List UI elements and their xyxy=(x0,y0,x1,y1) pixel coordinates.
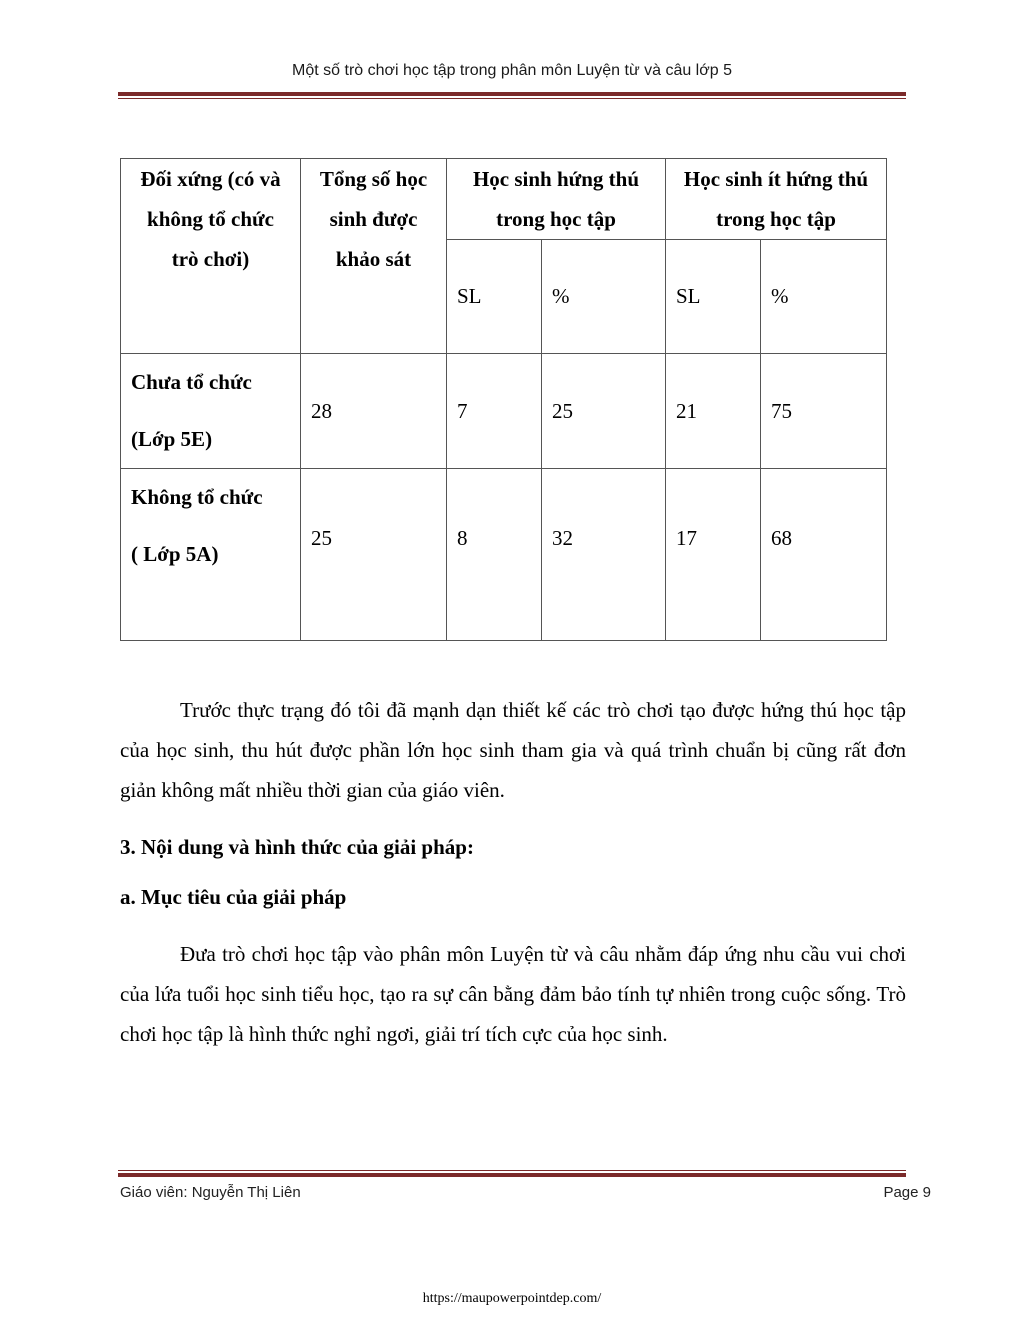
header-cell-less-interested: Học sinh ít hứng thú trong học tập xyxy=(666,159,887,240)
table-row xyxy=(121,469,887,641)
cell-pct-interested: 25 xyxy=(542,354,666,469)
row-label-line1: Chưa tổ chức xyxy=(131,370,252,394)
cell-sl-interested: 8 xyxy=(447,469,542,641)
cell-sl-less: 17 xyxy=(666,469,761,641)
cell-pct-less: 75 xyxy=(761,354,887,469)
row-label xyxy=(121,354,301,469)
header-cell-total: Tổng số học sinh được khảo sát xyxy=(301,159,447,354)
cell-pct-interested: 32 xyxy=(542,469,666,641)
subheader-sl-2: SL xyxy=(666,240,761,354)
row-label-line2: (Lớp 5E) xyxy=(131,427,213,451)
cell-sl-less: 21 xyxy=(666,354,761,469)
row-label xyxy=(121,469,301,641)
paragraph-objective: Đưa trò chơi học tập vào phân môn Luyện từ và câu nhằm đáp ứng nhu cầu vui chơi của lứa tuổi học sinh tiểu học, tạo ra sự cân bằng đảm bảo tính tự nhiên trong cuộc sống. Trò chơi học tập là hình thức nghỉ ngơi, giải trí tích cực của học sinh. xyxy=(120,942,906,1046)
table-header-row xyxy=(121,159,887,240)
table-row xyxy=(121,354,887,469)
footer-teacher: Giáo viên: Nguyễn Thị Liên xyxy=(120,1184,301,1201)
subheader-pct-1: % xyxy=(542,240,666,354)
header-rule xyxy=(118,92,906,99)
page-header-title: Một số trò chơi học tập trong phân môn Luyện từ và câu lớp 5 xyxy=(292,62,732,79)
footer-page-number: Page 9 xyxy=(883,1184,931,1201)
subheader-pct-2: % xyxy=(761,240,887,354)
cell-pct-less: 68 xyxy=(761,469,887,641)
subsection-heading: a. Mục tiêu của giải pháp xyxy=(120,885,347,909)
subheader-sl-1: SL xyxy=(447,240,542,354)
survey-table xyxy=(120,158,887,641)
section-heading: 3. Nội dung và hình thức của giải pháp: xyxy=(120,835,474,859)
paragraph-intro: Trước thực trạng đó tôi đã mạnh dạn thiết kế các trò chơi tạo được hứng thú học tập của học sinh, thu hút được phần lớn học sinh tham gia và quá trình chuẩn bị cũng rất đơn giản không mất nhiều thời gian của giáo viên. xyxy=(120,698,906,802)
header-cell-interested: Học sinh hứng thú trong học tập xyxy=(447,159,666,240)
cell-total: 28 xyxy=(301,354,447,469)
cell-sl-interested: 7 xyxy=(447,354,542,469)
row-label-line1: Không tổ chức xyxy=(131,485,263,509)
header-cell-group: Đối xứng (có và không tổ chức trò chơi) xyxy=(121,159,301,354)
footer-rule xyxy=(118,1170,906,1177)
footer-url: https://maupowerpointdep.com/ xyxy=(422,1291,602,1306)
cell-total: 25 xyxy=(301,469,447,641)
row-label-line2: ( Lớp 5A) xyxy=(131,542,219,566)
